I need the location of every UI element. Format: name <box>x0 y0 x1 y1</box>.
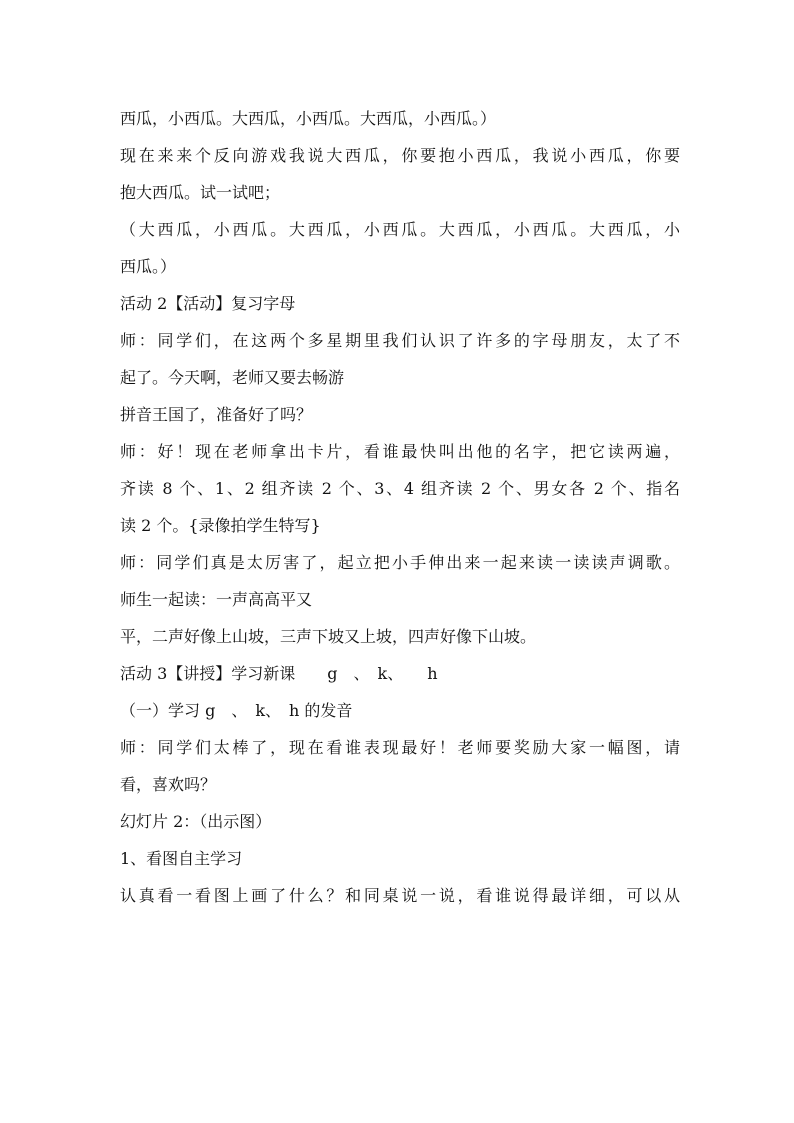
paragraph-line: 齐读 8 个、1、2 组齐读 2 个、3、4 组齐读 2 个、男女各 2 个、指名 <box>120 479 680 498</box>
paragraph-line: 平，二声好像上山坡，三声下坡又上坡，四声好像下山坡。 <box>120 627 537 646</box>
paragraph-line: 师：同学们太棒了，现在看谁表现最好！老师要奖励大家一幅图，请 <box>120 738 680 757</box>
subsection-heading: （一）学习 g 、 k、 h 的发音 <box>120 701 353 720</box>
paragraph-line: 幻灯片 2：（出示图） <box>120 812 272 831</box>
paragraph-line: 拼音王国了，准备好了吗？ <box>120 405 313 424</box>
paragraph-line: 西瓜，小西瓜。大西瓜，小西瓜。大西瓜，小西瓜。） <box>120 109 497 128</box>
paragraph-line: 抱大西瓜。试一试吧； <box>120 183 281 202</box>
paragraph-line: 起了。今天啊，老师又要去畅游 <box>120 368 345 387</box>
paragraph-line: 西瓜。） <box>120 257 177 276</box>
paragraph-line: 师：好！现在老师拿出卡片，看谁最快叫出他的名字，把它读两遍， <box>120 442 680 461</box>
section-heading: 活动 3【讲授】学习新课 g 、 k、 h <box>120 664 438 683</box>
paragraph-line: 现在来来个反向游戏我说大西瓜，你要抱小西瓜，我说小西瓜，你要 <box>120 146 680 165</box>
document-body <box>120 100 680 914</box>
list-item-heading: 1、看图自主学习 <box>120 849 243 868</box>
paragraph-line: 看，喜欢吗？ <box>120 775 217 794</box>
paragraph-line: 师：同学们真是太厉害了，起立把小手伸出来一起来读一读读声调歌。 <box>120 553 680 572</box>
paragraph-line: 读 2 个。{录像拍学生特写} <box>120 516 321 535</box>
paragraph-line: 认真看一看图上画了什么？和同桌说一说，看谁说得最详细，可以从 <box>120 886 680 905</box>
paragraph-line: 师：同学们，在这两个多星期里我们认识了许多的字母朋友，太了不 <box>120 331 680 350</box>
section-heading: 活动 2【活动】复习字母 <box>120 294 296 313</box>
paragraph-line: 师生一起读：一声高高平又 <box>120 590 313 609</box>
paragraph-line: （大西瓜，小西瓜。大西瓜，小西瓜。大西瓜，小西瓜。大西瓜，小 <box>120 220 680 239</box>
